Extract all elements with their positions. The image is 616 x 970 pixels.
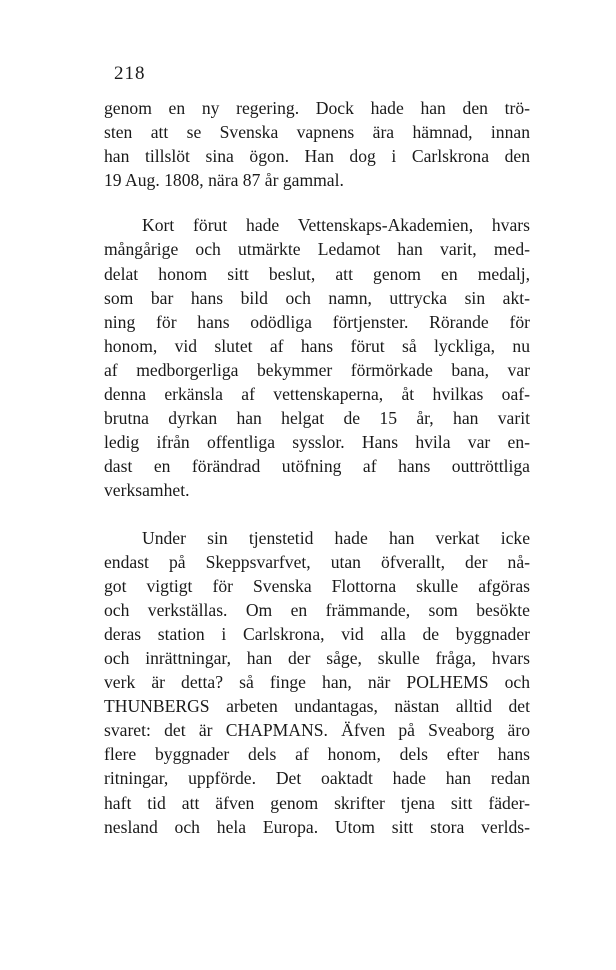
- book-page: [104, 62, 530, 839]
- text-line: dast en förändrad utöfning af hans outtröttliga: [104, 456, 530, 477]
- text-line: honom, vid slutet af hans förut så lyckliga, nu: [104, 335, 530, 356]
- text-line: Under sin tjenstetid hade han verkat icke: [142, 527, 530, 548]
- text-line: och verkställas. Om en främmande, som besökte: [104, 599, 530, 620]
- text-line: verksamhet.: [104, 480, 190, 501]
- text-line: svaret: det är CHAPMANS. Äfven på Sveaborg äro: [104, 720, 530, 741]
- text-line: ledig ifrån offentliga sysslor. Hans hvila var en-: [104, 432, 530, 453]
- text-line: af medborgerliga bekymmer förmörkade bana, var: [104, 359, 530, 380]
- text-line: ning för hans odödliga förtjenster. Rörande för: [104, 311, 530, 332]
- text-line: got vigtigt för Svenska Flottorna skulle afgöras: [104, 575, 530, 596]
- text-line: 19 Aug. 1808, nära 87 år gammal.: [104, 170, 344, 191]
- text-line: delat honom sitt beslut, att genom en medalj,: [104, 263, 530, 284]
- text-line: verk är detta? så finge han, när POLHEMS och: [104, 672, 530, 693]
- text-line: deras station i Carlskrona, vid alla de byggnader: [104, 623, 530, 644]
- paragraph-gap: [104, 192, 530, 213]
- text-line: brutna dyrkan han helgat de 15 år, han varit: [104, 408, 530, 429]
- text-line: han tillslöt sina ögon. Han dog i Carlskrona den: [104, 146, 530, 167]
- text-line: denna erkänsla af vettenskaperna, åt hvilkas oaf-: [104, 384, 530, 405]
- text-line: THUNBERGS arbeten undantagas, nästan alltid det: [104, 696, 530, 717]
- text-line: och inrättningar, han der såge, skulle fråga, hvars: [104, 647, 530, 668]
- text-line: nesland och hela Europa. Utom sitt stora verlds-: [104, 816, 530, 837]
- paragraph-gap: [104, 503, 530, 526]
- paragraph-1: [104, 96, 530, 192]
- text-line: genom en ny regering. Dock hade han den trö-: [104, 98, 530, 118]
- text-line: Kort förut hade Vettenskaps-Akademien, hvars: [142, 215, 530, 236]
- text-line: ritningar, uppförde. Det oaktadt hade han redan: [104, 768, 530, 789]
- page-number: 218: [114, 63, 146, 84]
- text-line: haft tid att äfven genom skrifter tjena sitt fäder-: [104, 792, 530, 813]
- text-line: endast på Skeppsvarfvet, utan öfverallt, der nå-: [104, 551, 530, 572]
- text-line: sten att se Svenska vapnens ära hämnad, innan: [104, 122, 530, 143]
- text-line: flere byggnader dels af honom, dels efter hans: [104, 744, 530, 765]
- text-line: som bar hans bild och namn, uttrycka sin akt-: [104, 287, 530, 308]
- paragraph-2: [104, 213, 530, 502]
- paragraph-3: [104, 526, 530, 839]
- text-line: mångårige och utmärkte Ledamot han varit, med-: [104, 239, 530, 260]
